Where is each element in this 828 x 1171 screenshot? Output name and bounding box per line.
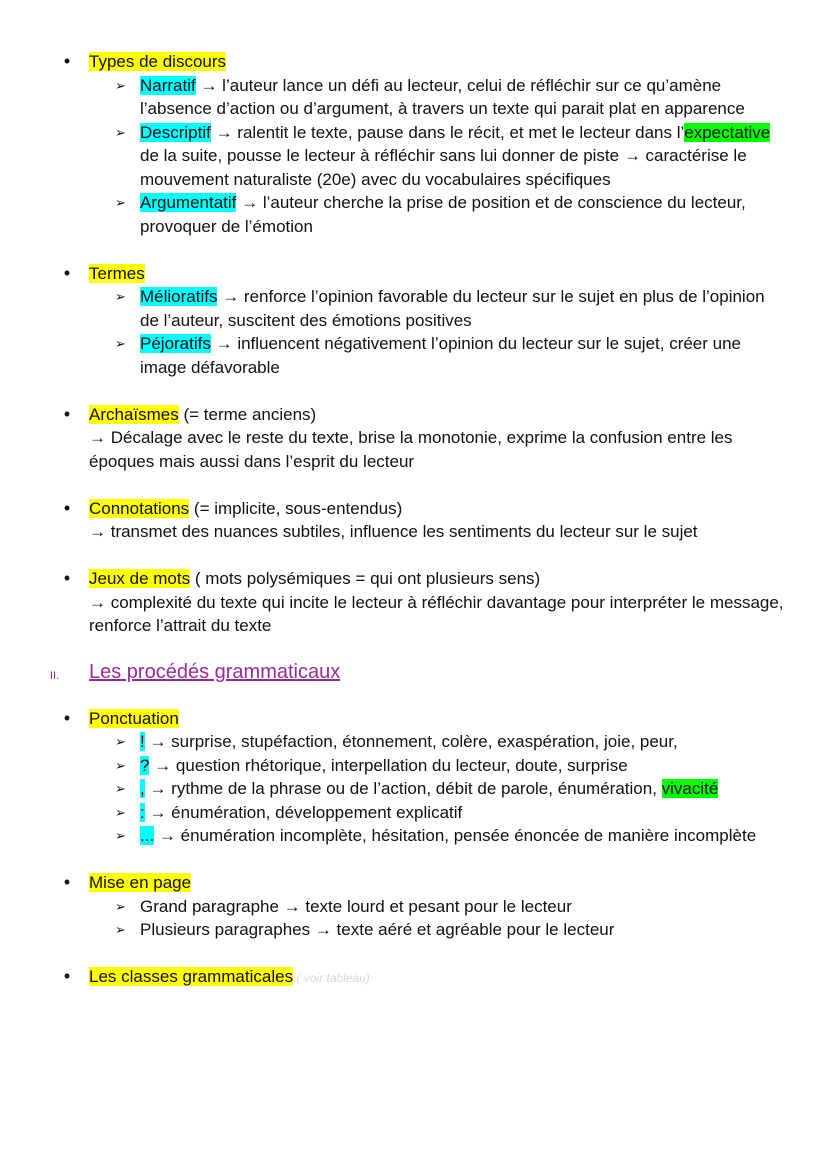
term-narratif: Narratif [140,75,196,95]
section-connotations [0,497,828,544]
bullet-icon [63,403,71,427]
item-text: → énumération, développement explicatif [144,802,463,822]
section-ponctuation [0,707,828,848]
item-text: → l’auteur lance un défi au lecteur, celui de réfléchir sur ce qu’amène l’absence d’action ou d’argument, à travers un texte qui parait plat en apparence [140,75,745,118]
item-text: Grand paragraphe → texte lourd et pesant pour le lecteur [140,896,572,916]
heading-note: (= terme anciens) [178,404,317,424]
section-number: II. [50,670,60,682]
heading-classes: Les classes grammaticales [89,967,294,986]
heading-note: ( voir tableau) [293,971,370,985]
list-item [115,824,788,848]
term-exclamation: ! [140,732,145,751]
arrow-bullet-icon: ➢ [115,781,126,796]
highlight-vivacite: vivacité [661,779,719,798]
term-pejoratifs: Péjoratifs [140,334,211,353]
heading-connotations: Connotations [89,498,190,518]
arrow-bullet-icon: ➢ [115,898,126,914]
section-body: → complexité du texte qui incite le lecteur à réfléchir davantage pour interpréter le message, renforce l’attrait du texte [89,592,784,635]
section-classes-grammaticales [0,965,828,991]
term-ellipsis: ... [140,826,155,845]
section-body: → transmet des nuances subtiles, influence les sentiments du lecteur sur le sujet [89,522,698,541]
term-question: ? [140,755,150,775]
bullet-icon [63,497,71,521]
list-item [115,191,788,238]
bullet-icon [63,965,71,989]
term-descriptif: Descriptif [140,122,211,142]
section-types-de-discours [0,50,828,238]
heading-jeux-de-mots: Jeux de mots [89,569,191,588]
term-argumentatif: Argumentatif [140,193,237,212]
item-text: → ralentit le texte, pause dans le récit, et met le lecteur dans l’ [210,122,685,142]
term-melioratifs: Mélioratifs [140,287,218,306]
arrow-bullet-icon: ➢ [115,922,126,937]
arrow-bullet-icon: ➢ [115,124,126,140]
term-comma: , [140,779,145,798]
arrow-bullet-icon: ➢ [115,828,126,843]
item-text: → question rhétorique, interpellation du lecteur, doute, surprise [149,755,628,775]
section-title: Les procédés grammaticaux [89,661,341,683]
section-body: → Décalage avec le reste du texte, brise la monotonie, exprime la confusion entre les époques mais aussi dans l’esprit du lecteur [89,428,733,471]
bullet-icon [63,50,71,74]
list-item [115,730,788,754]
bullet-icon [63,871,71,895]
term-colon: : [140,802,145,822]
list-item [115,777,788,801]
arrow-bullet-icon: ➢ [115,289,126,304]
arrow-bullet-icon: ➢ [115,734,126,749]
bullet-icon [63,567,71,591]
item-text: Plusieurs paragraphes → texte aéré et agréable pour le lecteur [140,920,615,939]
heading-archaismes: Archaïsmes [89,404,179,424]
list-item [115,121,788,192]
item-text: → surprise, stupéfaction, étonnement, colère, exaspération, joie, peur, [144,732,678,751]
arrow-bullet-icon: ➢ [115,77,126,93]
section-termes [0,262,828,380]
heading-note: (= implicite, sous-entendus) [189,498,403,518]
list-item [115,801,788,825]
arrow-bullet-icon: ➢ [115,804,126,820]
list-item [115,918,788,942]
bullet-icon [63,707,71,731]
document-page [0,50,828,1014]
section-mise-en-page [0,871,828,942]
section-heading-ii [0,661,828,685]
arrow-bullet-icon: ➢ [115,195,126,210]
list-item [115,74,788,121]
list-item [115,332,788,379]
item-text: → influencent négativement l’opinion du lecteur sur le sujet, créer une image défavorable [140,334,742,377]
list-item [115,895,788,919]
section-archaismes [0,403,828,474]
item-text: → l’auteur cherche la prise de position et de conscience du lecteur, provoquer de l’émotion [140,193,746,236]
bullet-icon [63,262,71,286]
heading-note: ( mots polysémiques = qui ont plusieurs sens) [190,569,541,588]
item-text: → énumération incomplète, hésitation, pensée énoncée de manière incomplète [154,826,757,845]
list-item [115,285,788,332]
heading-types: Types de discours [89,52,227,71]
item-text: → renforce l’opinion favorable du lecteur sur le sujet en plus de l’opinion de l’auteur, suscitent des émotions positives [140,287,765,330]
highlight-expectative: expectative [684,122,771,142]
heading-termes: Termes [89,263,145,283]
arrow-bullet-icon: ➢ [115,757,126,773]
list-item [115,754,788,778]
section-jeux-de-mots [0,567,828,638]
heading-ponctuation: Ponctuation [89,708,179,728]
item-text: → rythme de la phrase ou de l’action, débit de parole, énumération, [144,779,662,798]
arrow-bullet-icon: ➢ [115,336,126,351]
heading-mise-en-page: Mise en page [89,873,192,892]
item-text-continued: de la suite, pousse le lecteur à réfléchir sans lui donner de piste → caractérise le mouvement naturaliste (20e) avec du vocabulaires spécifiques [140,146,747,189]
